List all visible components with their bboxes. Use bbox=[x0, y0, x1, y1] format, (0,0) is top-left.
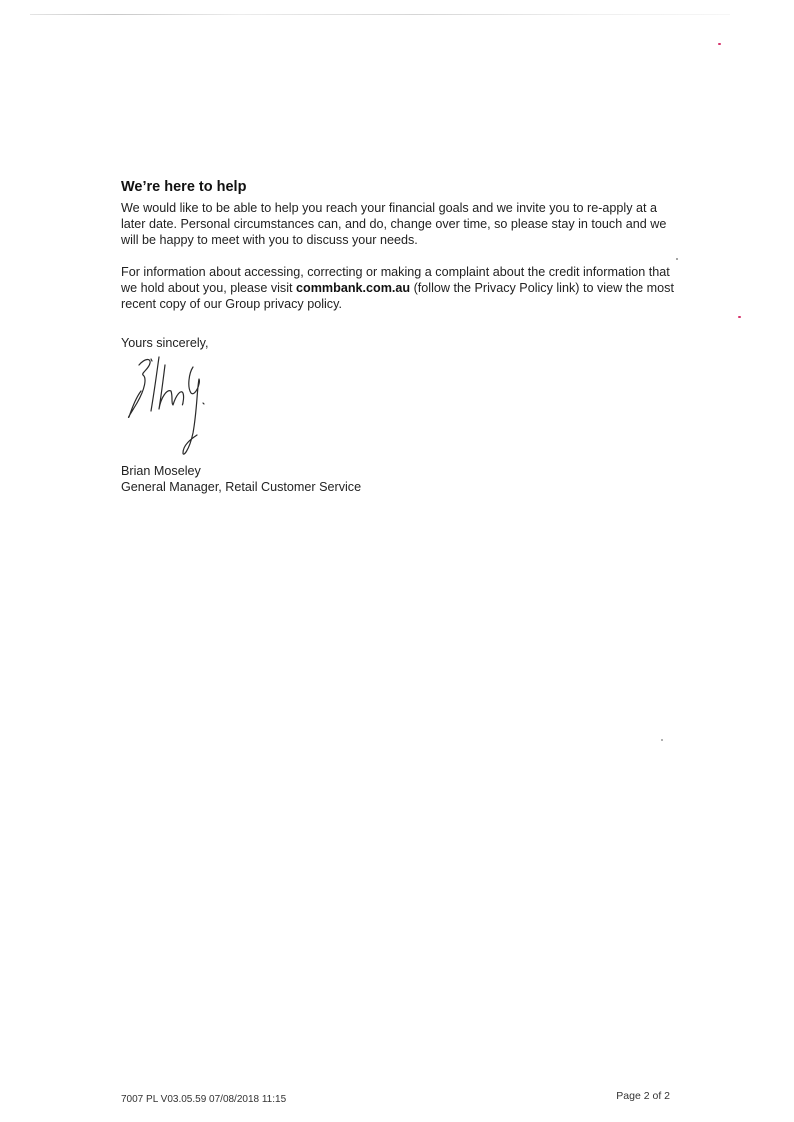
privacy-text-end: (follow the Privacy Policy link) to view the most recent copy of our Group privacy policy. bbox=[121, 281, 674, 311]
privacy-text-start: For information about accessing, correcting or making a complaint about the credit information that we hold about you, please visit bbox=[121, 265, 670, 295]
scan-speck bbox=[738, 316, 741, 318]
paragraph-privacy-info bbox=[121, 264, 681, 312]
section-heading: We’re here to help bbox=[121, 179, 247, 195]
paragraph-invite-reapply: We would like to be able to help you reach your financial goals and we invite you to re-apply at a later date. Personal circumstances can, and do, change over time, so please stay in touch and we will be happy to meet with you to discuss your needs. bbox=[121, 201, 667, 247]
scan-speck bbox=[718, 43, 721, 45]
letter-body bbox=[121, 179, 681, 495]
scan-speck bbox=[661, 739, 663, 741]
signatory-name: Brian Moseley bbox=[121, 464, 201, 478]
footer-page-number: Page 2 of 2 bbox=[616, 1090, 670, 1102]
scan-artifact-line bbox=[30, 14, 730, 15]
scan-speck bbox=[676, 258, 678, 260]
website-link[interactable]: commbank.com.au bbox=[296, 281, 411, 295]
closing-salutation: Yours sincerely, bbox=[121, 336, 209, 350]
handwritten-signature bbox=[121, 353, 231, 463]
footer-reference: 7007 PL V03.05.59 07/08/2018 11:15 bbox=[121, 1094, 287, 1105]
signatory-title: General Manager, Retail Customer Service bbox=[121, 480, 362, 494]
